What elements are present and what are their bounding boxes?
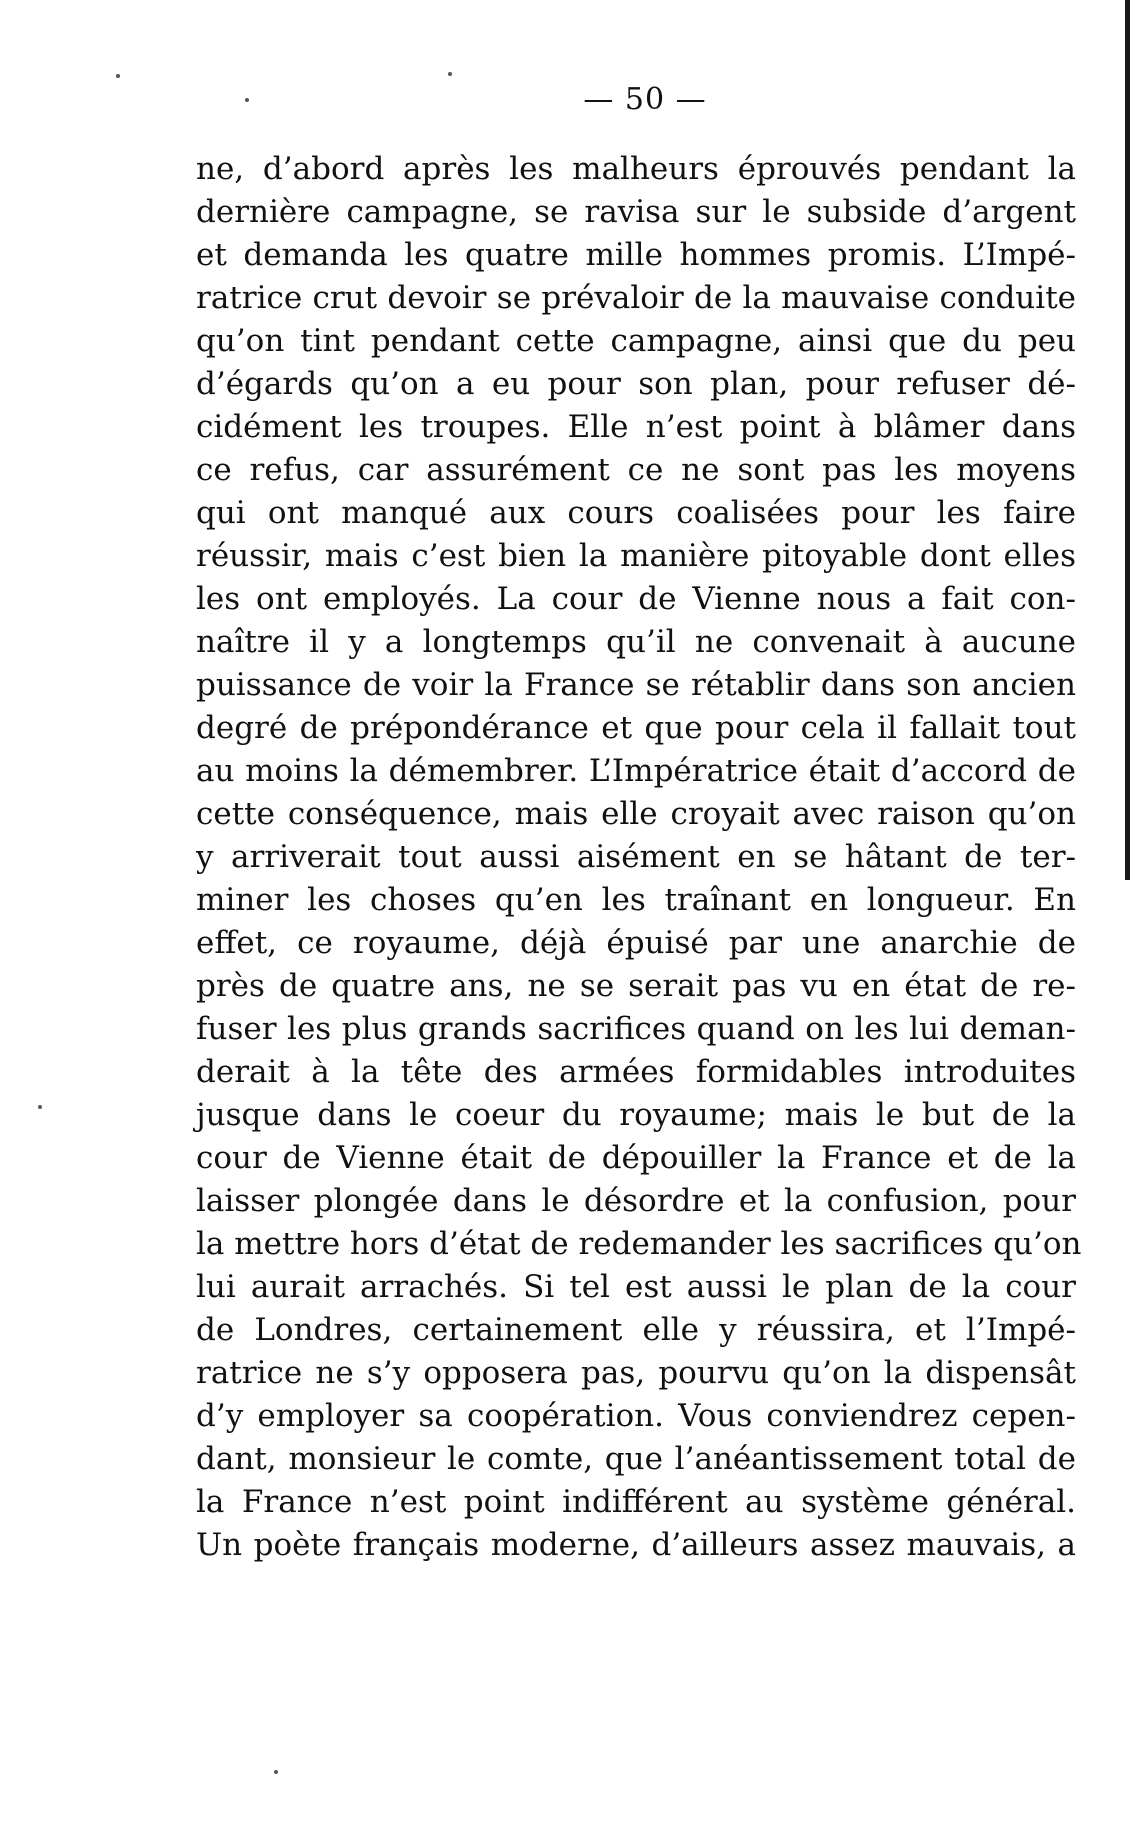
text-line: au moins la démembrer. L’Impératrice était d’accord de (196, 753, 1076, 789)
text-line: près de quatre ans, ne se serait pas vu en état de re- (196, 968, 1076, 1004)
print-speck (448, 72, 452, 76)
page-number: — 50 — (583, 82, 707, 117)
text-line: Un poète français moderne, d’ailleurs assez mauvais, a (196, 1527, 1076, 1563)
text-line: ne, d’abord après les malheurs éprouvés pendant la (196, 151, 1076, 187)
text-line: d’y employer sa coopération. Vous conviendrez cepen- (196, 1398, 1076, 1434)
text-line: et demanda les quatre mille hommes promis. L’Impé- (196, 237, 1076, 273)
text-line: cidément les troupes. Elle n’est point à blâmer dans (196, 409, 1076, 445)
text-line: fuser les plus grands sacrifices quand on les lui deman- (196, 1011, 1076, 1047)
text-line: dernière campagne, se ravisa sur le subside d’argent (196, 194, 1076, 230)
text-line: qui ont manqué aux cours coalisées pour les faire (196, 495, 1076, 531)
text-line: derait à la tête des armées formidables introduites (196, 1054, 1076, 1090)
text-line: dant, monsieur le comte, que l’anéantissement total de (196, 1441, 1076, 1477)
text-line: laisser plongée dans le désordre et la confusion, pour (196, 1183, 1076, 1219)
body-text (196, 148, 1082, 1567)
text-line: puissance de voir la France se rétablir dans son ancien (196, 667, 1076, 703)
text-line: les ont employés. La cour de Vienne nous a fait con- (196, 581, 1076, 617)
text-line: qu’on tint pendant cette campagne, ainsi que du peu (196, 323, 1076, 359)
page-edge-shadow (1125, 0, 1130, 880)
text-line: ratrice crut devoir se prévaloir de la mauvaise conduite (196, 280, 1076, 316)
text-line: de Londres, certainement elle y réussira, et l’Impé- (196, 1312, 1076, 1348)
text-line: lui aurait arrachés. Si tel est aussi le plan de la cour (196, 1269, 1076, 1305)
print-speck (116, 74, 120, 78)
text-line: cour de Vienne était de dépouiller la France et de la (196, 1140, 1076, 1176)
text-line: ratrice ne s’y opposera pas, pourvu qu’on la dispensât (196, 1355, 1076, 1391)
text-line: effet, ce royaume, déjà épuisé par une anarchie de (196, 925, 1076, 961)
text-line: jusque dans le coeur du royaume; mais le but de la (196, 1097, 1076, 1133)
text-line: miner les choses qu’en les traînant en longueur. En (196, 882, 1076, 918)
text-line: naître il y a longtemps qu’il ne convenait à aucune (196, 624, 1076, 660)
text-line: réussir, mais c’est bien la manière pitoyable dont elles (196, 538, 1076, 574)
text-line: degré de prépondérance et que pour cela il fallait tout (196, 710, 1076, 746)
print-speck (274, 1770, 278, 1774)
text-line: y arriverait tout aussi aisément en se hâtant de ter- (196, 839, 1076, 875)
text-line: cette conséquence, mais elle croyait avec raison qu’on (196, 796, 1076, 832)
text-line: ce refus, car assurément ce ne sont pas les moyens (196, 452, 1076, 488)
text-line: d’égards qu’on a eu pour son plan, pour refuser dé- (196, 366, 1076, 402)
text-line: la France n’est point indifférent au système général. (196, 1484, 1076, 1520)
print-speck (38, 1105, 42, 1109)
text-line: la mettre hors d’état de redemander les sacrifices qu’on (196, 1226, 1082, 1262)
